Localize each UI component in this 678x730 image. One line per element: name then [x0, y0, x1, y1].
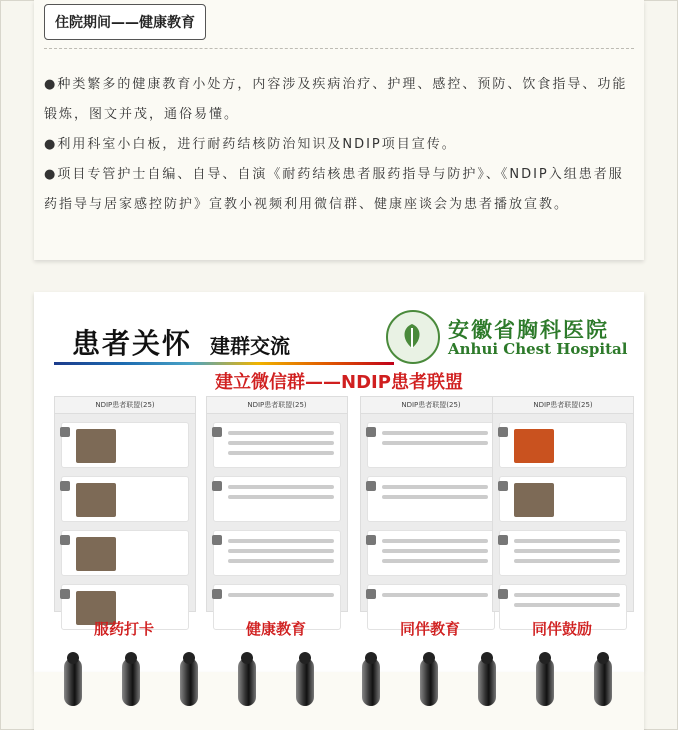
- patient-care-poster: [34, 292, 644, 672]
- label-health-education: 健康教育: [245, 620, 306, 638]
- chat-screenshot-2: [206, 396, 348, 612]
- hospital-name-en: Anhui Chest Hospital: [448, 340, 628, 358]
- paragraph-3: ●项目专管护士自编、自导、自演《耐药结核患者服药指导与防护》、《NDIP入组患者服药指导与居家感控防护》宣教小视频利用微信群、健康座谈会为患者播放宣教。: [44, 167, 624, 212]
- chat-message: [61, 476, 189, 522]
- chat-header: NDIP患者联盟(25): [493, 397, 633, 414]
- binder-ring: [420, 658, 438, 706]
- label-peer-encouragement: 同伴鼓励: [531, 620, 592, 638]
- poster-title: 患者关怀: [72, 327, 193, 360]
- leaf-icon: [396, 320, 428, 352]
- chat-message: [367, 530, 495, 576]
- binder-ring: [536, 658, 554, 706]
- chat-screenshot-3: [360, 396, 502, 612]
- label-medication-checkin: 服药打卡: [93, 620, 154, 638]
- hospital-name-cn: 安徽省胸科医院: [448, 318, 609, 342]
- chat-header: NDIP患者联盟(25): [361, 397, 501, 414]
- chat-message: [213, 530, 341, 576]
- binder-ring: [238, 658, 256, 706]
- chat-message: [213, 422, 341, 468]
- group-title: 建立微信群——NDIP患者联盟: [215, 372, 463, 393]
- binder-ring: [180, 658, 198, 706]
- binder-ring: [478, 658, 496, 706]
- chat-header: NDIP患者联盟(25): [55, 397, 195, 414]
- chat-message: [499, 530, 627, 576]
- hospital-logo: [386, 310, 440, 364]
- binder-ring: [296, 658, 314, 706]
- label-peer-education: 同伴教育: [399, 620, 460, 638]
- chat-message: [499, 422, 627, 468]
- poster-subtitle: 建群交流: [210, 334, 290, 358]
- chat-message: [367, 476, 495, 522]
- rainbow-underline: [54, 362, 394, 365]
- health-education-card: [34, 0, 644, 260]
- chat-header: NDIP患者联盟(25): [207, 397, 347, 414]
- chat-screenshot-1: [54, 396, 196, 612]
- binder-ring: [122, 658, 140, 706]
- binder-ring: [362, 658, 380, 706]
- chat-message: [61, 530, 189, 576]
- binder-ring: [594, 658, 612, 706]
- chat-message: [367, 422, 495, 468]
- paragraph-2: ●利用科室小白板，进行耐药结核防治知识及NDIP项目宣传。: [44, 137, 457, 152]
- paragraph-1: ●种类繁多的健康教育小处方，内容涉及疾病治疗、护理、感控、预防、饮食指导、功能锻炼，图文并茂，通俗易懂。: [44, 77, 628, 122]
- chat-message: [213, 476, 341, 522]
- binder-ring: [64, 658, 82, 706]
- section-tag: 住院期间——健康教育: [44, 4, 206, 40]
- chat-message: [499, 476, 627, 522]
- chat-screenshot-4: [492, 396, 634, 612]
- chat-message: [61, 422, 189, 468]
- dashed-divider: [44, 48, 634, 49]
